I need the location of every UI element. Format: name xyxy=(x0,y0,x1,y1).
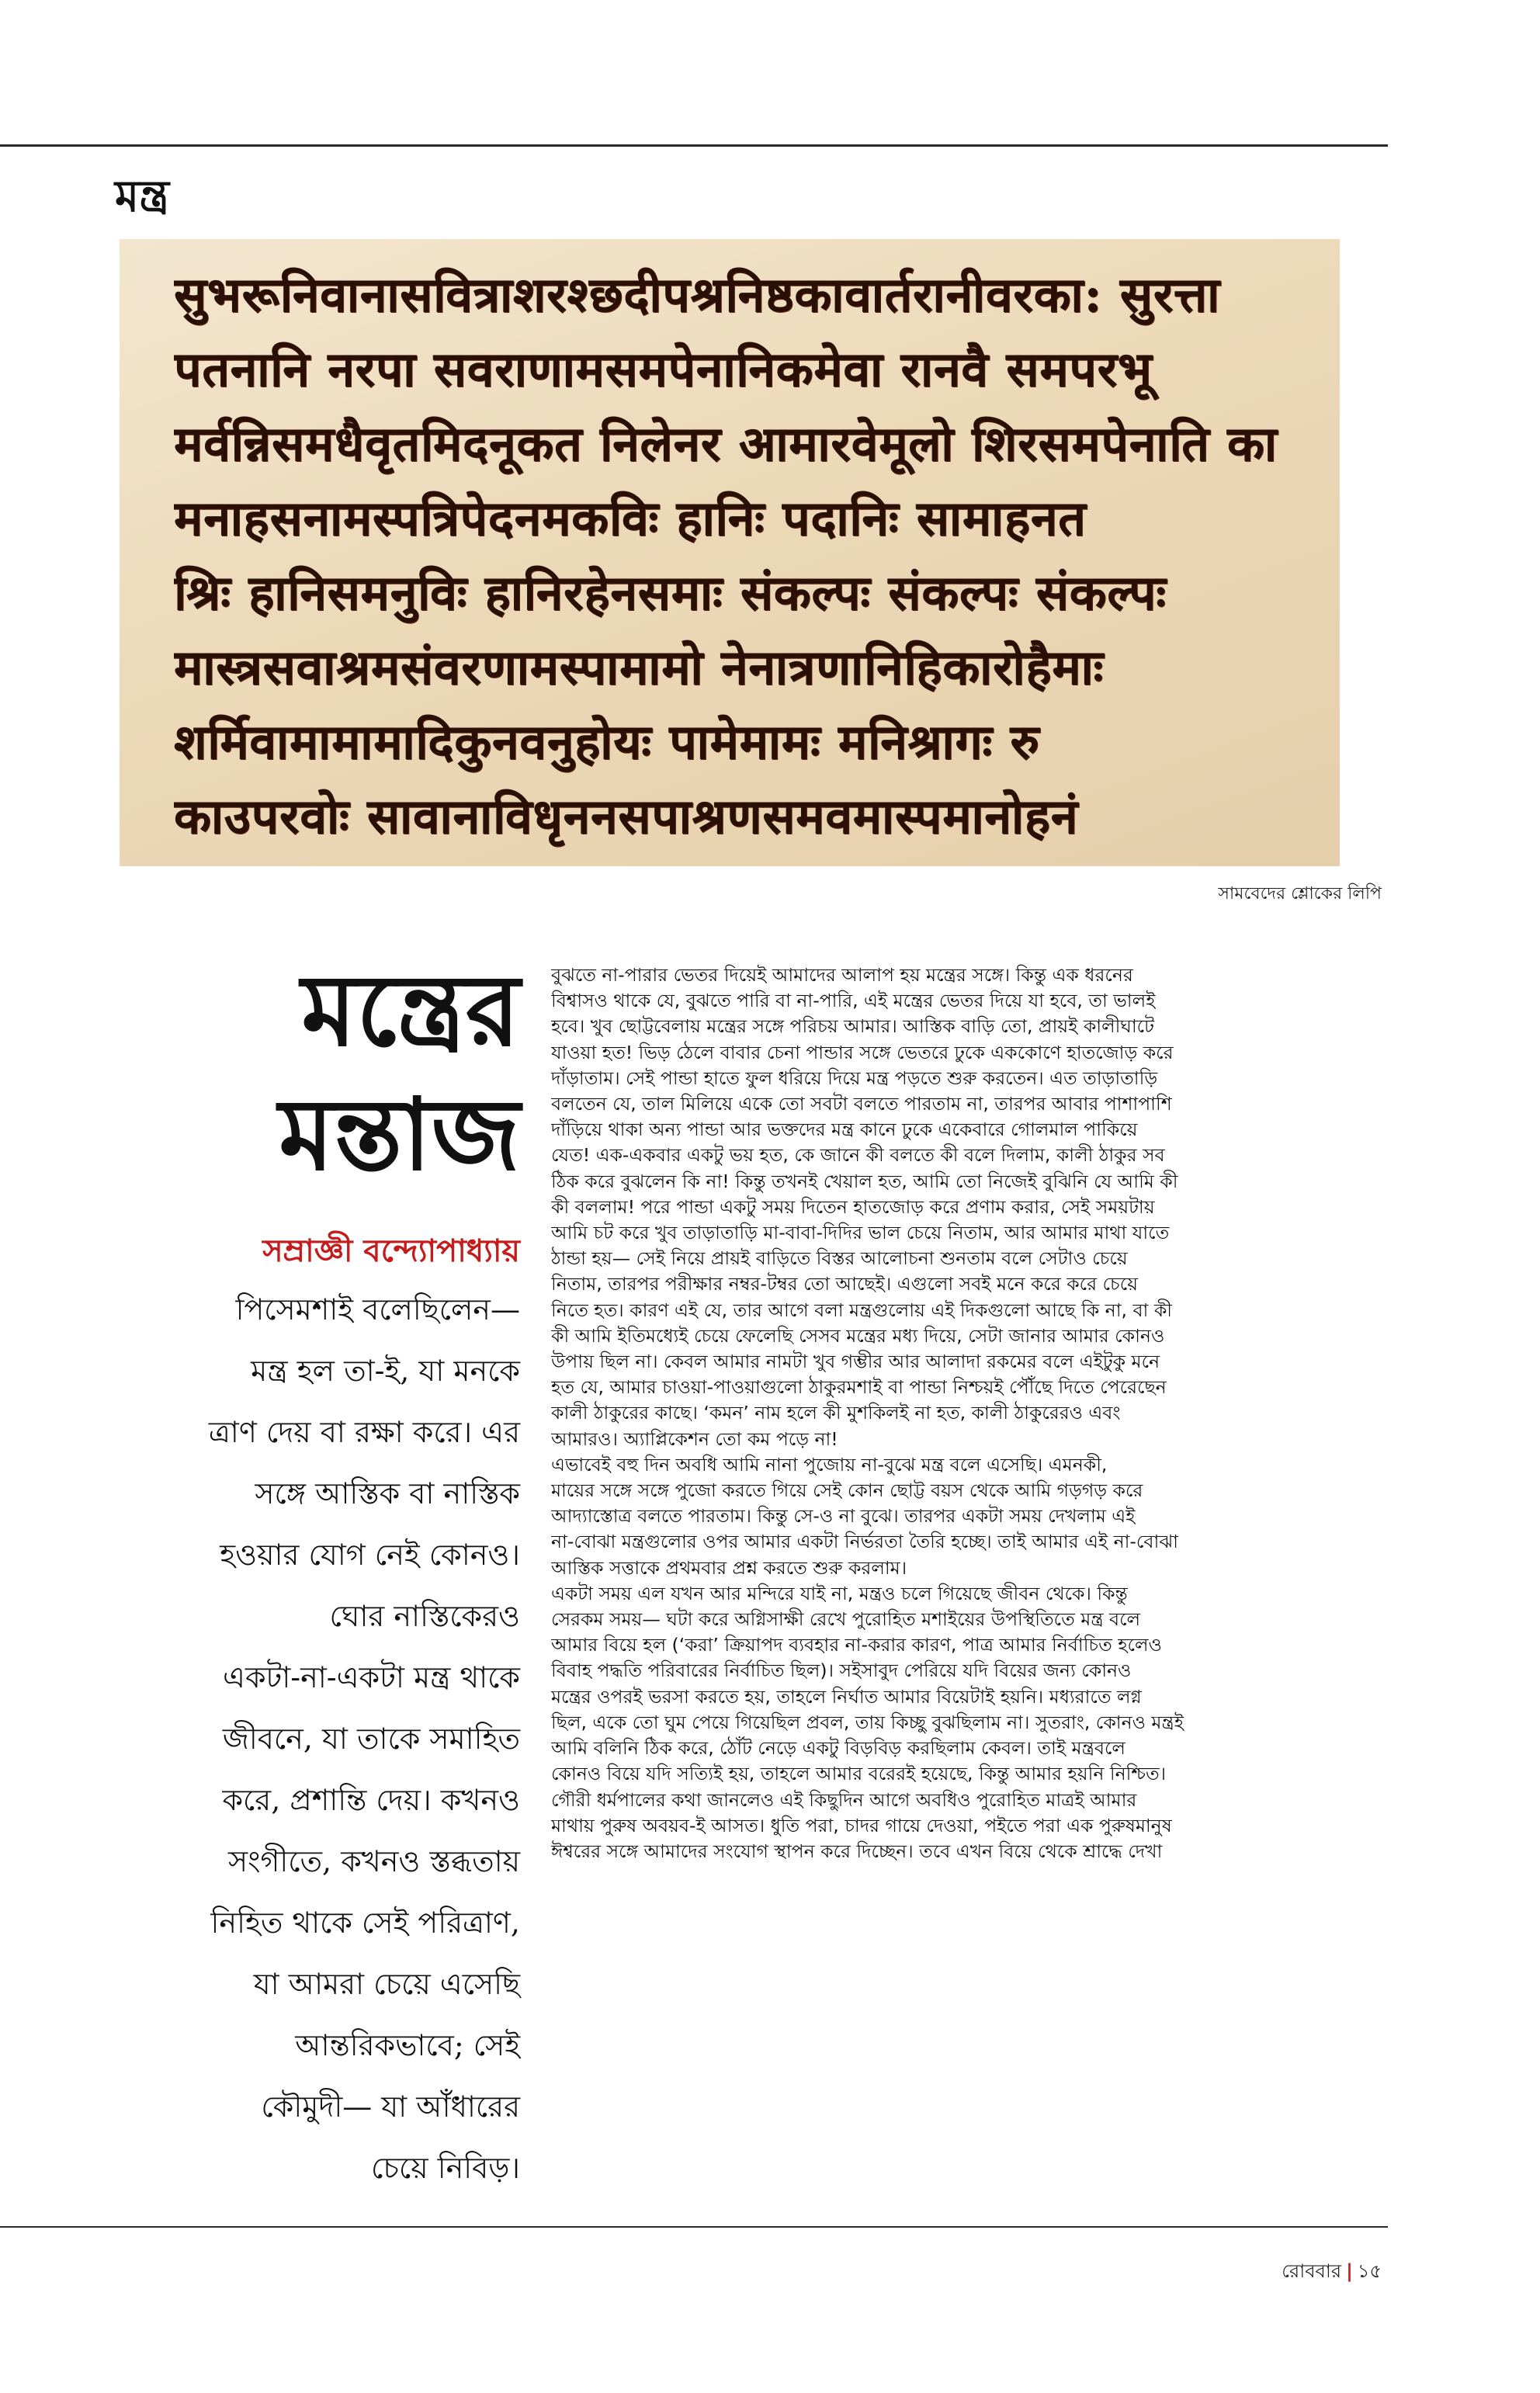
pull-quote xyxy=(116,1279,520,2199)
manuscript-line: मास्त्रसवाश्रमसंवरणामस्पामामो नेनात्रणानिहिकारोहैमाः xyxy=(174,639,1104,695)
pull-quote-line: ত্রাণ দেয় বা রক্ষা করে। এর xyxy=(208,1415,520,1449)
body-line: নিতে হত। কারণ এই যে, তার আগে বলা মন্ত্রগুলোয় এই দিকগুলো আছে কি না, বা কী xyxy=(551,1299,1172,1321)
body-line: আমি বলিনি ঠিক করে, ঠোঁট নেড়ে একটু বিড়বিড় করছিলাম কেবল। তাই মন্ত্রবলে xyxy=(551,1737,1126,1760)
body-line: বিবাহ পদ্ধতি পরিবারের নির্বাচিত ছিল)। সইসাবুদ পেরিয়ে যদি বিয়ের জন্য কোনও xyxy=(551,1659,1132,1682)
body-line: উপায় ছিল না। কেবল আমার নামটা খুব গম্ভীর আর আলাদা রকমের বলে এইটুকু মনে xyxy=(551,1351,1160,1373)
pull-quote-line: করে, প্রশান্তি দেয়। কখনও xyxy=(222,1783,520,1817)
article-body xyxy=(551,962,1389,1864)
body-line: কী বললাম! পরে পান্ডা একটু সময় দিতেন হাতজোড় করে প্রণাম করার, সেই সময়টায় xyxy=(551,1195,1155,1218)
body-line: হত যে, আমার চাওয়া-পাওয়াগুলো ঠাকুরমশাই বা পান্ডা নিশ্চয়ই পৌঁছে দিতে পেরেছেন xyxy=(551,1376,1167,1399)
body-line: গৌরী ধর্মপালের কথা জানলেও এই কিছুদিন আগে অবধিও পুরোহিত মাত্রই আমার xyxy=(551,1788,1137,1811)
title-line-1: মন্ত্রের xyxy=(301,952,520,1069)
pull-quote-line: যা আমরা চেয়ে এসেছি xyxy=(253,1967,520,2001)
pull-quote-line: হওয়ার যোগ নেই কোনও। xyxy=(220,1538,520,1572)
pull-quote-line: আন্তরিকভাবে; সেই xyxy=(295,2028,520,2062)
body-line: মন্ত্রের ওপরই ভরসা করতে হয়, তাহলে নির্ঘাত আমার বিয়েটাই হয়নি। মধ্যরাতে লগ্ন xyxy=(551,1685,1142,1708)
body-line: না-বোঝা মন্ত্রগুলোর ওপর আমার একটা নির্ভরতা তৈরি হচ্ছে। তাই আমার এই না-বোঝা xyxy=(551,1531,1178,1553)
body-line: মাথায় পুরুষ অবয়ব-ই আসত। ধুতি পরা, চাদর গায়ে দেওয়া, পইতে পরা এক পুরুষমানুষ xyxy=(551,1814,1172,1836)
body-line: নিতাম, তারপর পরীক্ষার নম্বর-টম্বর তো আছেই। এগুলো সবই মনে করে করে চেয়ে xyxy=(551,1273,1139,1295)
author-byline: সম্রাজ্ঞী বন্দ্যোপাধ্যায় xyxy=(262,1233,520,1269)
title-line-2: মন্তাজ xyxy=(279,1077,520,1193)
body-line: হবে। খুব ছোট্টবেলায় মন্ত্রের সঙ্গে পরিচয় আমার। আস্তিক বাড়ি তো, প্রায়ই কালীঘাটে xyxy=(551,1015,1154,1038)
pull-quote-line: জীবনে, যা তাকে সমাহিত xyxy=(222,1722,520,1756)
body-line: কী আমি ইতিমধ্যেই চেয়ে ফেলেছি সেসব মন্ত্রের মধ্য দিয়ে, সেটা জানার আমার কোনও xyxy=(551,1324,1165,1347)
body-line: আমার বিয়ে হল (‘করা’ ক্রিয়াপদ ব্যবহার না-করার কারণ, পাত্র আমার নির্বাচিত হলেও xyxy=(551,1634,1162,1656)
body-line: কোনও বিয়ে যদি সত্যিই হয়, তাহলে আমার বরেরই হয়েছে, কিন্তু আমার হয়নি নিশ্চিত। xyxy=(551,1763,1167,1785)
manuscript-line: मनाहसनामस्पत्रिपेदनमकविः हानिः पदानिः सामाहनत xyxy=(174,490,1087,546)
body-line: বিশ্বাসও থাকে যে, বুঝতে পারি বা না-পারি, এই মন্ত্রের ভেতর দিয়ে যা হবে, তা ভালই xyxy=(551,990,1156,1012)
body-line: আমি চট করে খুব তাড়াতাড়ি মা-বাবা-দিদির ভাল চেয়ে নিতাম, আর আমার মাথা যাতে xyxy=(551,1222,1170,1244)
manuscript-line: श्रिः हानिसमनुविः हानिरहेनसमाः संकल्पः संकल्पः संकल्पः xyxy=(174,564,1167,621)
body-line: একটা সময় এল যখন আর মন্দিরে যাই না, মন্ত্রও চলে গিয়েছে জীবন থেকে। কিন্তু xyxy=(551,1582,1128,1604)
section-label: মন্ত্র xyxy=(115,171,169,222)
manuscript-line: सुभरूनिवानासवित्राशरश्छदीपश्रनिष्ठकावार्तरानीवरका: सुरत्ता xyxy=(174,266,1220,323)
body-line: এভাবেই বহু দিন অবধি আমি নানা পুজোয় না-বুঝে মন্ত্র বলে এসেছি। এমনকী, xyxy=(551,1453,1108,1476)
pull-quote-line: কৌমুদী— যা আঁধারের xyxy=(261,2090,520,2124)
footer-separator: | xyxy=(1346,2260,1353,2282)
manuscript-line: शर्मिवामामामादिकुनवनुहोयः पामेमामः मनिश्रागः रु xyxy=(174,713,1040,770)
body-line: বলতেন যে, তাল মিলিয়ে একে তো সবটা বলতে পারতাম না, তারপর আবার পাশাপাশি xyxy=(551,1093,1172,1115)
pull-quote-line: মন্ত্র হল তা-ই, যা মনকে xyxy=(251,1354,520,1388)
body-line: সেরকম সময়— ঘটা করে অগ্নিসাক্ষী রেখে পুরোহিত মশাইয়ের উপস্থিতিতে মন্ত্র বলে xyxy=(551,1608,1141,1631)
manuscript-line: पतनानि नरपा सवराणामसमपेनानिकमेवा रानवै समपरभू xyxy=(174,341,1153,397)
body-line: যেত! এক-একবার একটু ভয় হত, কে জানে কী বলতে কী বলে দিলাম, কালী ঠাকুর সব xyxy=(551,1144,1165,1167)
page-number: ১৫ xyxy=(1357,2260,1382,2282)
body-line: ছিল, একে তো ঘুম পেয়ে গিয়েছিল প্রবল, তায় কিচ্ছু বুঝছিলাম না। সুতরাং, কোনও মন্ত্রই xyxy=(551,1711,1184,1733)
body-line: বুঝতে না-পারার ভেতর দিয়েই আমাদের আলাপ হয় মন্ত্রের সঙ্গে। কিন্তু এক ধরনের xyxy=(551,964,1133,986)
body-line: আমারও। অ্যাপ্লিকেশন তো কম পড়ে না! xyxy=(551,1427,838,1450)
page-footer xyxy=(1282,2257,1382,2288)
pull-quote-line: সংগীতে, কখনও স্তব্ধতায় xyxy=(228,1844,520,1878)
pull-quote-line: একটা-না-একটা মন্ত্র থাকে xyxy=(223,1660,520,1694)
bottom-rule xyxy=(0,2226,1388,2228)
body-line: ঠান্ডা হয়— সেই নিয়ে প্রায়ই বাড়িতে বিস্তর আলোচনা শুনতাম বলে সেটাও চেয়ে xyxy=(551,1247,1128,1270)
pull-quote-line: চেয়ে নিবিড়। xyxy=(371,2151,520,2185)
manuscript-line: काउपरवोः सावानाविधृननसपाश्रणसमवमास्पमानोहनं xyxy=(174,788,1079,844)
pull-quote-line: সঙ্গে আস্তিক বা নাস্তিক xyxy=(255,1476,520,1510)
body-line: মায়ের সঙ্গে সঙ্গে পুজো করতে গিয়ে সেই কোন ছোট্ট বয়স থেকে আমি গড়গড় করে xyxy=(551,1479,1143,1502)
body-line: ঈশ্বরের সঙ্গে আমাদের সংযোগ স্থাপন করে দিচ্ছেন। তবে এখন বিয়ে থেকে শ্রাদ্ধে দেখা xyxy=(551,1840,1163,1862)
body-line: দাঁড়িয়ে থাকা অন্য পান্ডা আর ভক্তদের মন্ত্র কানে ঢুকে একেবারে গোলমাল পাকিয়ে xyxy=(551,1118,1138,1141)
body-line: আস্তিক সত্তাকে প্রথমবার প্রশ্ন করতে শুরু করলাম। xyxy=(551,1556,907,1579)
pull-quote-line: নিহিত থাকে সেই পরিত্রাণ, xyxy=(210,1906,520,1940)
magazine-name: রোববার xyxy=(1282,2260,1342,2282)
body-line: যাওয়া হত! ভিড় ঠেলে বাবার চেনা পান্ডার সঙ্গে ভেতরে ঢুকে এককোণে হাতজোড় করে xyxy=(551,1041,1174,1063)
body-line: কালী ঠাকুরের কাছে। ‘কমন’ নাম হলে কী মুশকিলই না হত, কালী ঠাকুরেরও এবং xyxy=(551,1402,1121,1424)
manuscript-line: मर्वन्निसमधैवृतमिदनूकत निलेनर आमारवेमूलो शिरसमपेनाति का xyxy=(174,415,1278,472)
pull-quote-line: পিসেমশাই বলেছিলেন— xyxy=(235,1292,520,1327)
pull-quote-line: ঘোর নাস্তিকেরও xyxy=(329,1599,520,1633)
image-caption: সামবেদের শ্লোকের লিপি xyxy=(1218,884,1382,903)
body-line: আদ্যাস্তোত্র বলতে পারতাম। কিন্তু সে-ও না বুঝে। তারপর একটা সময় দেখলাম এই xyxy=(551,1505,1136,1528)
body-line: দাঁড়াতাম। সেই পান্ডা হাতে ফুল ধরিয়ে দিয়ে মন্ত্র পড়তে শুরু করতেন। এত তাড়াতাড়ি xyxy=(551,1066,1158,1089)
top-rule xyxy=(0,144,1388,147)
manuscript-image xyxy=(120,239,1340,866)
body-line: ঠিক করে বুঝলেন কি না! কিন্তু তখনই খেয়াল হত, আমি তো নিজেই বুঝিনি যে আমি কী xyxy=(551,1170,1178,1192)
